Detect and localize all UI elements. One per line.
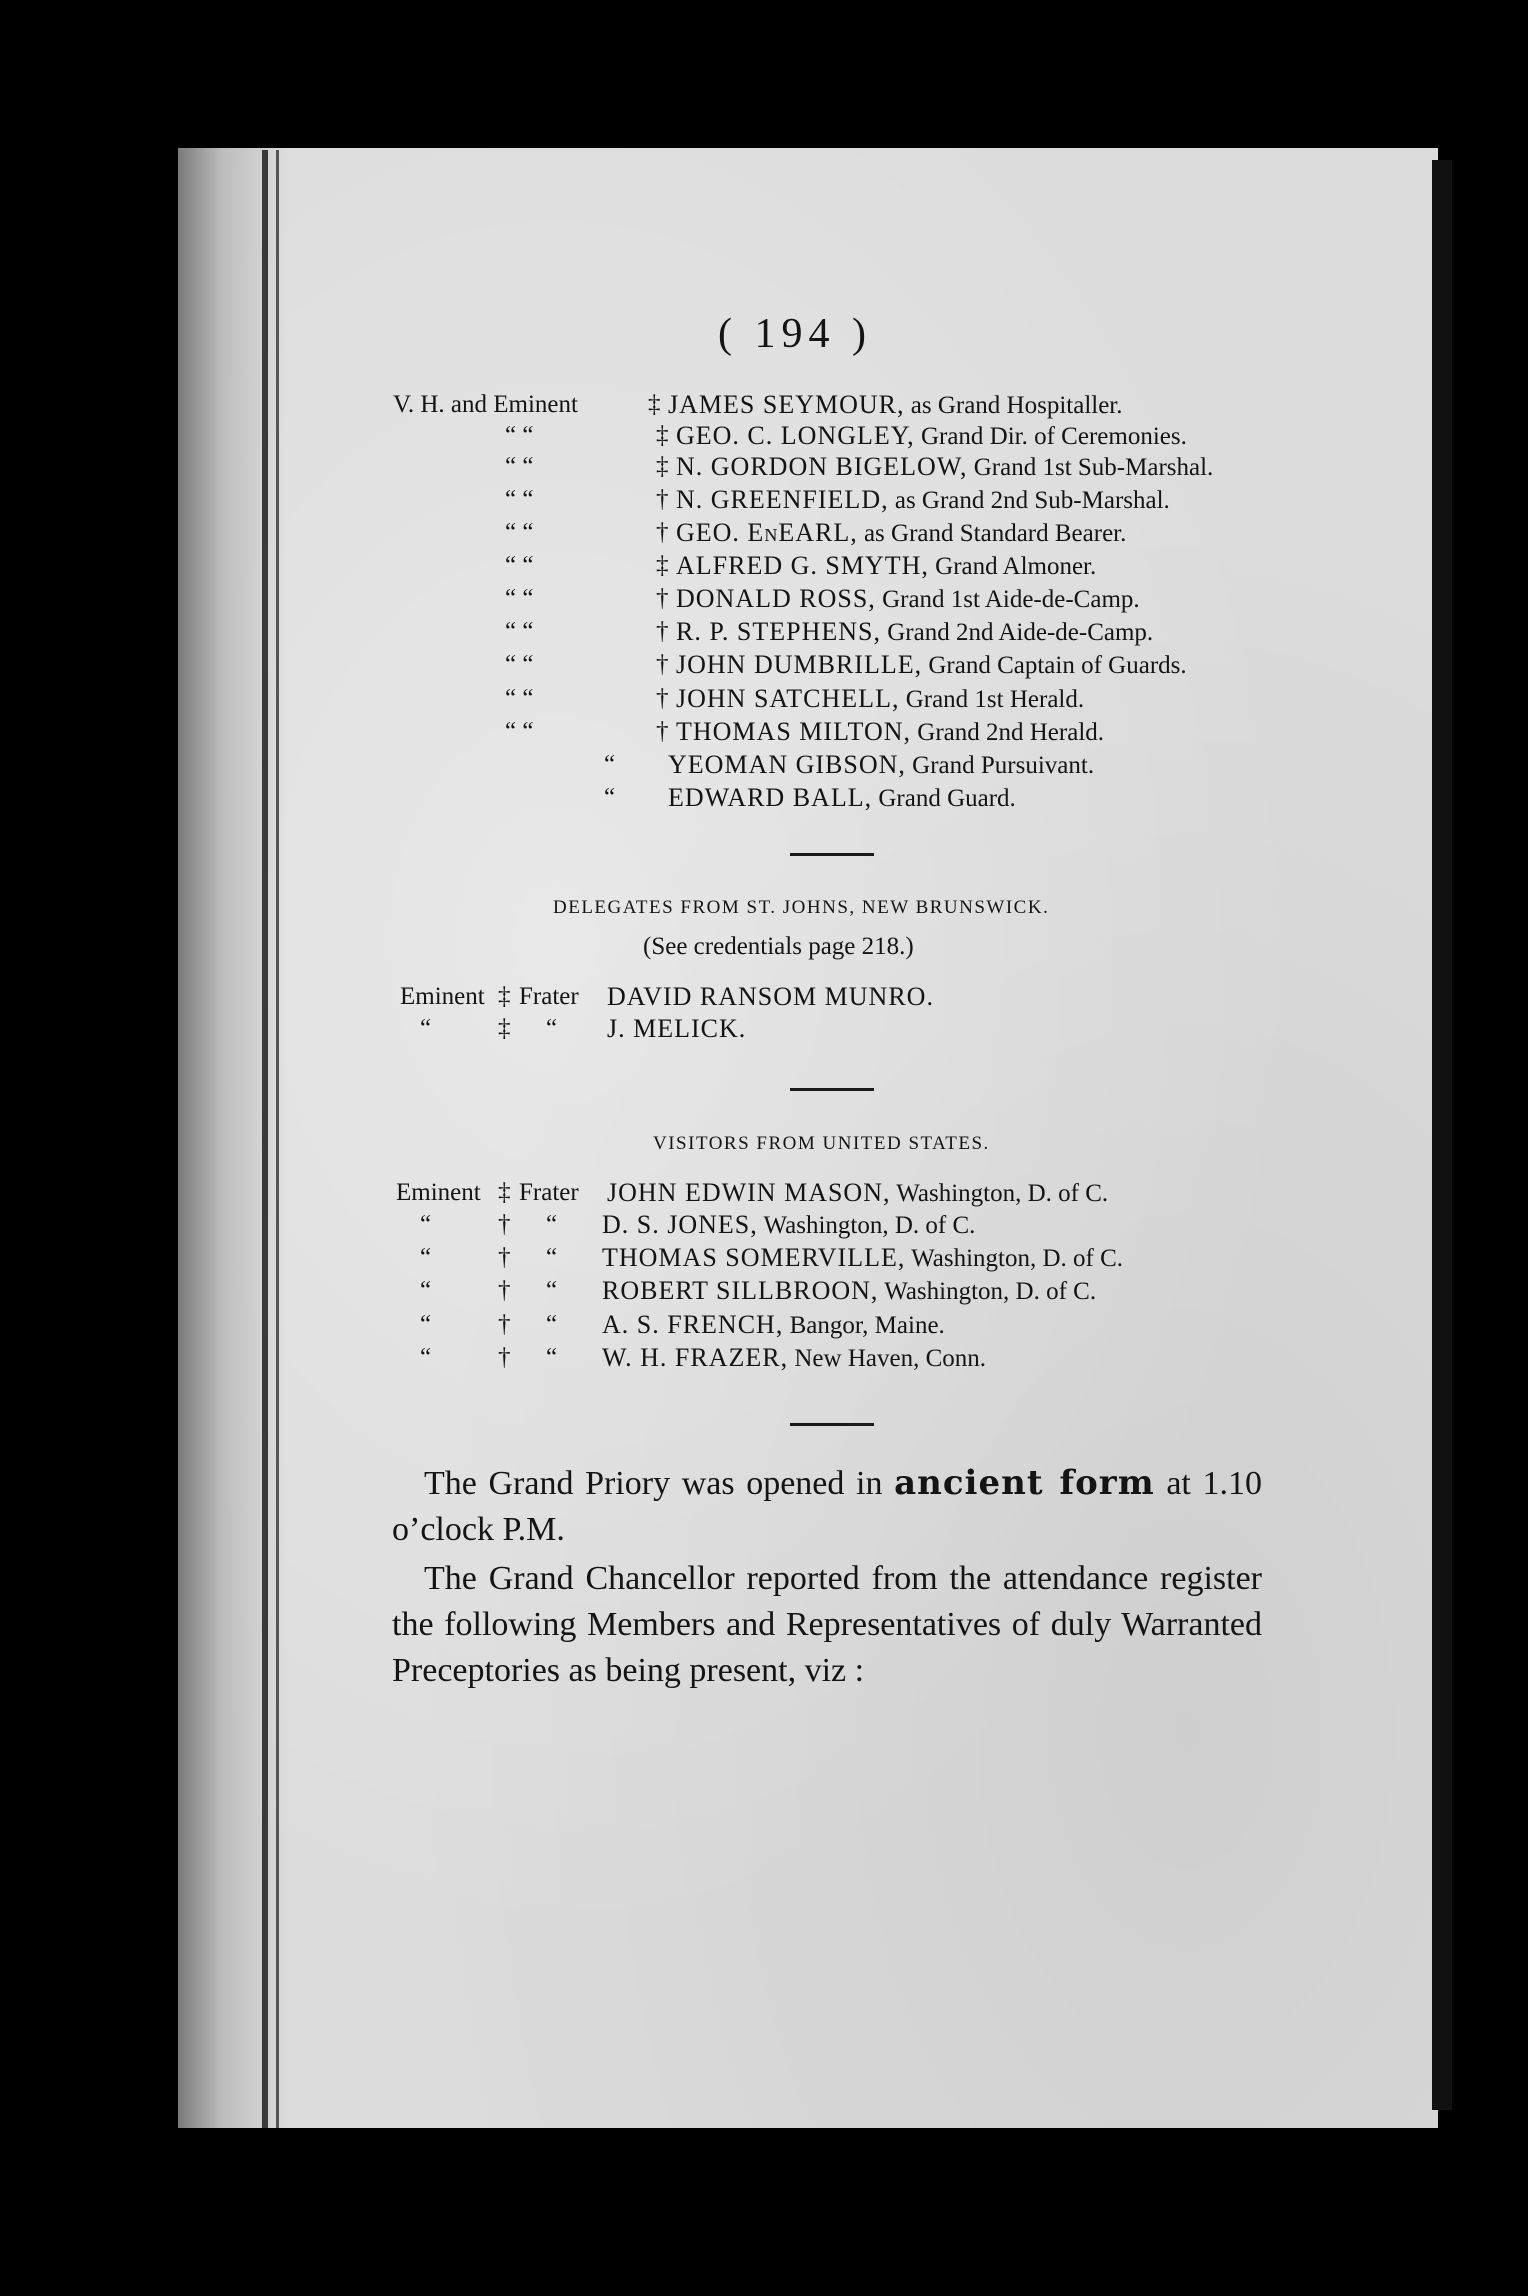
- delegates-note: (See credentials page 218.): [643, 933, 914, 960]
- visitor-name: A. S. FRENCH,: [602, 1310, 784, 1339]
- visitor-name: W. H. FRAZER,: [602, 1343, 789, 1372]
- delegate-rank: “: [546, 1015, 558, 1042]
- visitor-name: ROBERT SILLBROON,: [602, 1276, 879, 1305]
- visitor-mark: †: [498, 1211, 511, 1238]
- visitor-rank: “: [546, 1344, 558, 1371]
- visitor-place: Washington, D. of C.: [878, 1278, 1097, 1305]
- visitor-rank: “: [546, 1277, 558, 1304]
- officer-mark: †: [656, 718, 669, 745]
- paragraph-text: at 1.10 o’clock P.M.: [392, 1465, 1262, 1548]
- visitor-rank: “: [546, 1244, 558, 1271]
- officer-office: Grand 2nd Aide-de-Camp.: [881, 619, 1154, 646]
- officer-mark: †: [656, 486, 669, 513]
- visitor-rank: Frater: [519, 1179, 579, 1206]
- officer-mark: †: [656, 585, 669, 612]
- officer-name: DONALD ROSS,: [676, 584, 876, 613]
- officer-name: ALFRED G. SMYTH,: [676, 551, 929, 580]
- officer-title: “ “: [505, 618, 534, 645]
- page-edge: [1432, 160, 1452, 2110]
- officer-name: GEO. EnEARL,: [676, 518, 858, 547]
- visitor-place: New Haven, Conn.: [788, 1345, 987, 1372]
- officer-office: Grand 1st Herald.: [899, 686, 1085, 713]
- visitor-mark: †: [498, 1244, 511, 1271]
- delegate-rank: Frater: [519, 983, 579, 1010]
- visitor-name: D. S. JONES,: [602, 1210, 758, 1239]
- officer-mark: †: [656, 519, 669, 546]
- officer-name: R. P. STEPHENS,: [676, 617, 881, 646]
- officer-name: N. GORDON BIGELOW,: [676, 452, 968, 481]
- officer-mark: ‡: [656, 552, 669, 579]
- officer-office: Grand Captain of Guards.: [922, 652, 1187, 679]
- visitor-title: “: [420, 1244, 432, 1271]
- officer-mark: †: [656, 685, 669, 712]
- officer-mark: ‡: [648, 391, 661, 418]
- officer-title: “ “: [505, 685, 534, 712]
- officer-title: “ “: [505, 552, 534, 579]
- officer-office: Grand 1st Aide-de-Camp.: [875, 586, 1140, 613]
- officer-title: “ “: [505, 519, 534, 546]
- officer-name: YEOMAN GIBSON,: [668, 750, 906, 779]
- officer-office: Grand Dir. of Ceremonies.: [914, 423, 1187, 450]
- section-rule: [790, 1423, 874, 1426]
- visitor-rank: “: [546, 1311, 558, 1338]
- officer-office: Grand Pursuivant.: [905, 752, 1095, 779]
- officer-row: [668, 390, 1123, 421]
- officer-title: “ “: [505, 486, 534, 513]
- visitors-heading: VISITORS FROM UNITED STATES.: [653, 1133, 990, 1154]
- officer-row: [676, 684, 1084, 715]
- visitor-row: [607, 1178, 1108, 1209]
- visitor-title: “: [420, 1277, 432, 1304]
- officer-name: GEO. C. LONGLEY,: [676, 421, 915, 450]
- officer-row: [676, 452, 1213, 483]
- officer-mark: ‡: [656, 453, 669, 480]
- visitor-mark: †: [498, 1344, 511, 1371]
- officer-row: [676, 421, 1187, 452]
- section-rule: [790, 853, 874, 856]
- officer-title: “: [604, 751, 616, 778]
- officer-row: [668, 783, 1016, 814]
- officer-title: V. H. and Eminent: [393, 391, 578, 418]
- officer-mark: †: [656, 618, 669, 645]
- visitor-title: “: [420, 1311, 432, 1338]
- officer-row: [676, 717, 1104, 748]
- visitor-row: [602, 1276, 1096, 1307]
- officer-mark: †: [656, 651, 669, 678]
- officer-row: [676, 551, 1096, 582]
- visitor-row: [602, 1310, 945, 1341]
- officer-name: JAMES SEYMOUR,: [668, 390, 905, 419]
- officer-office: Grand Guard.: [872, 785, 1016, 812]
- paragraph-emphasis: ancient form: [894, 1463, 1155, 1503]
- officer-title: “: [604, 784, 616, 811]
- officer-office: Grand 1st Sub-Marshal.: [967, 454, 1214, 481]
- page-number: ( 194 ): [718, 311, 872, 357]
- officer-office: as Grand Standard Bearer.: [857, 520, 1127, 547]
- visitor-title: “: [420, 1211, 432, 1238]
- section-rule: [790, 1088, 874, 1091]
- visitor-mark: ‡: [498, 1179, 511, 1206]
- visitor-title: Eminent: [396, 1179, 481, 1206]
- officer-row: [676, 518, 1126, 549]
- officer-office: as Grand 2nd Sub-Marshal.: [888, 487, 1170, 514]
- visitor-row: [602, 1343, 986, 1374]
- delegate-title: Eminent: [400, 983, 485, 1010]
- officer-name: JOHN SATCHELL,: [676, 684, 900, 713]
- officer-title: “ “: [505, 651, 534, 678]
- officer-mark: ‡: [656, 422, 669, 449]
- officer-office: Grand 2nd Herald.: [911, 719, 1105, 746]
- delegate-title: “: [420, 1015, 432, 1042]
- visitor-rank: “: [546, 1211, 558, 1238]
- officer-title: “ “: [505, 585, 534, 612]
- visitor-row: [602, 1210, 975, 1241]
- officer-title: “ “: [505, 422, 534, 449]
- opening-paragraph: [392, 1460, 1262, 1553]
- gutter-line-secondary: [276, 150, 279, 2128]
- attendance-paragraph: The Grand Chancellor reported from the attendance register the following Members and Representatives of duly Warranted Preceptories as being present, viz :: [392, 1560, 1262, 1689]
- visitor-place: Washington, D. of C.: [757, 1212, 976, 1239]
- officer-name: N. GREENFIELD,: [676, 485, 889, 514]
- paragraph-text: The Grand Priory was opened in: [424, 1465, 895, 1502]
- visitor-place: Washington, D. of C.: [890, 1180, 1109, 1207]
- officer-title: “ “: [505, 453, 534, 480]
- delegate-name: J. MELICK.: [607, 1014, 747, 1043]
- officer-row: [676, 650, 1187, 681]
- officer-title: “ “: [505, 718, 534, 745]
- officer-office: as Grand Hospitaller.: [904, 392, 1123, 419]
- officer-row: [676, 485, 1170, 516]
- visitor-name: JOHN EDWIN MASON,: [607, 1178, 891, 1207]
- officer-name: EDWARD BALL,: [668, 783, 873, 812]
- binding-shadow: [178, 148, 288, 2128]
- visitor-title: “: [420, 1344, 432, 1371]
- officer-row: [676, 584, 1140, 615]
- officer-office: Grand Almoner.: [928, 553, 1097, 580]
- delegate-mark: ‡: [498, 983, 511, 1010]
- officer-row: [668, 750, 1094, 781]
- delegates-heading: DELEGATES FROM ST. JOHNS, NEW BRUNSWICK.: [553, 897, 1050, 918]
- visitor-place: Bangor, Maine.: [783, 1312, 945, 1339]
- officer-name: JOHN DUMBRILLE,: [676, 650, 923, 679]
- officer-row: [676, 617, 1153, 648]
- visitor-place: Washington, D. of C.: [905, 1245, 1124, 1272]
- delegate-name: DAVID RANSOM MUNRO.: [607, 982, 934, 1011]
- gutter-line: [262, 150, 268, 2128]
- visitor-mark: †: [498, 1277, 511, 1304]
- visitor-name: THOMAS SOMERVILLE,: [602, 1243, 906, 1272]
- delegate-mark: ‡: [498, 1015, 511, 1042]
- visitor-mark: †: [498, 1311, 511, 1338]
- visitor-row: [602, 1243, 1123, 1274]
- officer-name: THOMAS MILTON,: [676, 717, 912, 746]
